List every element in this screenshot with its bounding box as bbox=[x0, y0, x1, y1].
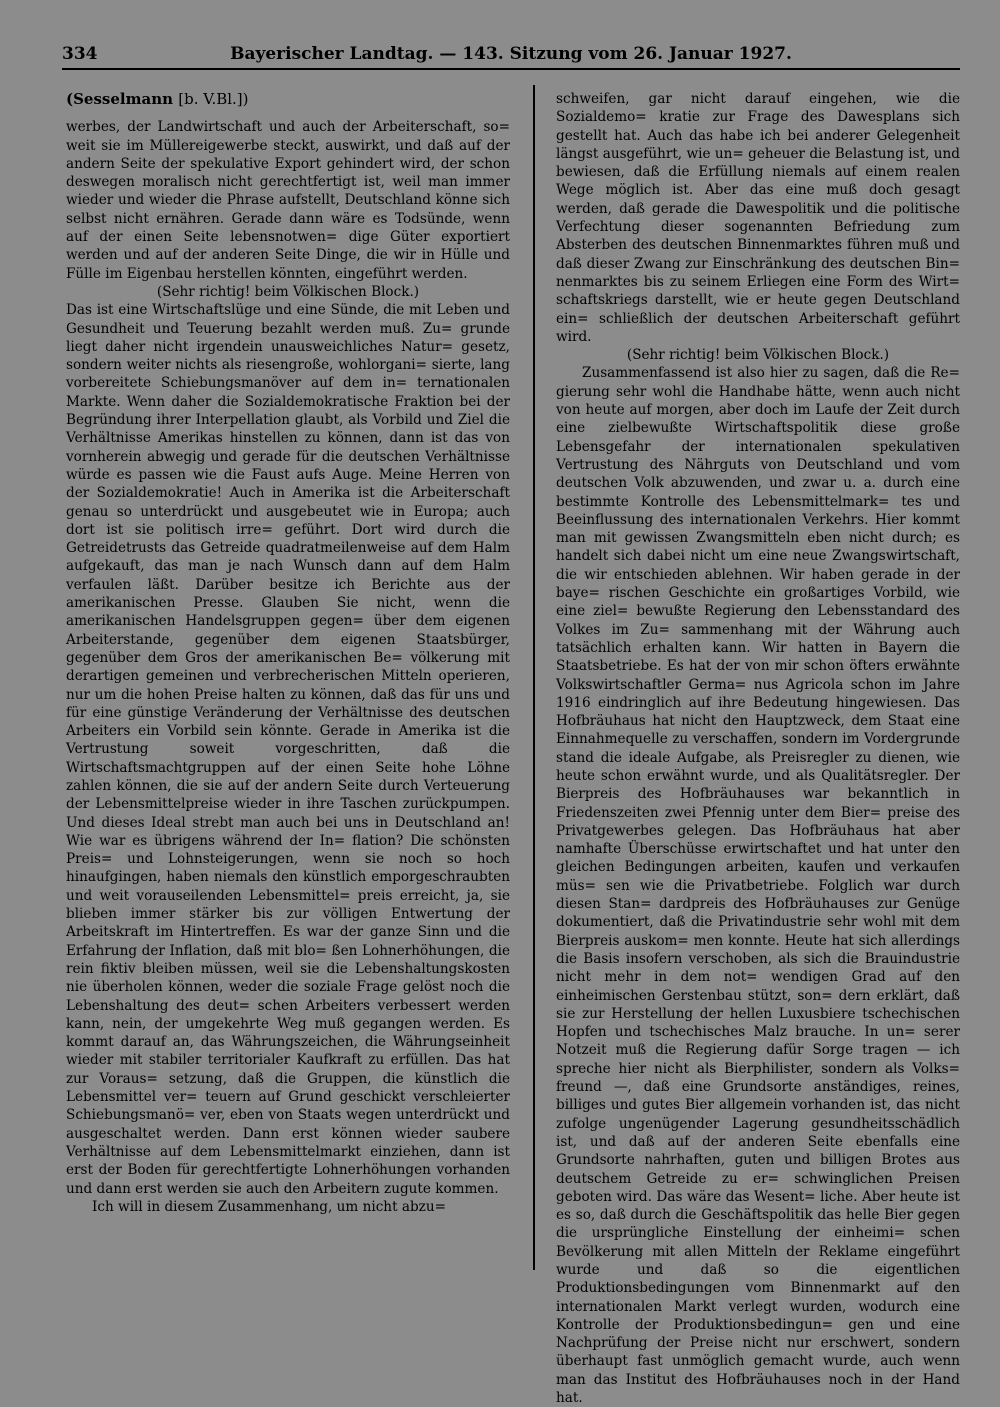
page-header bbox=[62, 42, 960, 70]
left-column bbox=[66, 90, 510, 1216]
column-divider bbox=[533, 85, 535, 1270]
paragraph: Ich will in diesem Zusammenhang, um nicht abzu= bbox=[92, 1198, 446, 1215]
interjection: (Sehr richtig! beim Völkischen Block.) bbox=[156, 283, 420, 300]
running-title: Bayerischer Landtag. — 143. Sitzung vom 26. Januar 1927. bbox=[230, 44, 792, 64]
right-column bbox=[556, 90, 960, 1407]
speaker-name: (Sesselmann bbox=[66, 90, 174, 108]
paragraph: werbes, der Landwirtschaft und auch der Arbeiterschaft, so= weit sie im Müllereigewerbe steckt, auswirkt, und daß auf der andern Seite der spekulative Export gehindert wird, der schon deswegen moralisch nicht gerechtfertigt ist, weil man immer wieder und wieder die Phrase aufstellt, Deutschland könne sich selbst nicht ernähren. Gerade dann wäre es Todsünde, wenn auf der einen Seite lebensnotwen= dige Güter exportiert werden und auf der anderen Seite Dinge, die wir in Hülle und Fülle im Eigenbau herstellen könnten, eingeführt werden. bbox=[66, 119, 510, 282]
paragraph: schweifen, gar nicht darauf eingehen, wie die Sozialdemo= kratie zur Frage des Dawesplans sich gestellt hat. Auch das habe ich bei anderer Gelegenheit längst ausgeführt, wie un= geheuer die Belastung ist, und bewiesen, daß die Erfüllung niemals auf einem realen Wege möglich ist. Aber das eine muß doch gesagt werden, daß gerade die Dawespolitik und die politische Verfechtung dieser sogenannten Befriedung zum Absterben des deutschen Binnenmarktes führen muß und daß dieser Zwang zur Einschränkung des deutschen Bin= nenmarktes bis zu seinem Erliegen eine Form des Wirt= schaftskriegs darstellt, wie er heute gegen Deutschland ein= schließlich der deutschen Arbeiterschaft geführt wird. bbox=[556, 91, 960, 345]
paragraph: Das ist eine Wirtschaftslüge und eine Sünde, die mit Leben und Gesundheit und Teuerung bezahlt werden muß. Zu= grunde liegt daher nicht irgendein unausweichliches Natur= gesetz, sondern weiter nichts als riesengroße, wohlorgani= sierte, lang vorbereitete Schiebungsmanöver auf dem in= ternationalen Markte. Wenn daher die Sozialdemokratische Fraktion bei der Begründung ihrer Interpellation glaubt, als Vorbild und Ziel die Verhältnisse Amerikas hinstellen zu können, dann ist das von vornherein abwegig und gerade für die deutschen Verhältnisse würde es passen wie die Faust aufs Auge. Meine Herren von der Sozialdemokratie! Auch in Amerika ist die Arbeiterschaft genau so unterdrückt und ausgebeutet wie in Europa; auch dort ist sie politisch irre= geführt. Dort wird durch die Getreidetrusts das Getreide quadratmeilenweise auf dem Halm aufgekauft, das man je nach Wunsch dann auf dem Halm verfaulen läßt. Darüber besitze ich Berichte aus der amerikanischen Presse. Glauben Sie nicht, wenn die amerikanischen Handelsgruppen gegen= über dem eigenen Arbeiterstande, gegenüber dem eigenen Staatsbürger, gegenüber dem Gros der amerikanischen Be= völkerung mit derartigen gemeinen und verbrecherischen Mitteln operieren, nur um die hohen Preise halten zu können, daß das für uns und für eine günstige Veränderung der Verhältnisse des deutschen Arbeiters ein Vorbild sein könnte. Gerade in Amerika ist die Vertrustung soweit vorgeschritten, daß die Wirtschaftsmachtgruppen auf der einen Seite hohe Löhne zahlen können, die sie auf der andern Seite durch Verteuerung der Lebensmittelpreise wieder in ihre Taschen zurückpumpen. Und dieses Ideal strebt man auch bei uns in Deutschland an! Wie war es übrigens während der In= flation? Die schönsten Preis= und Lohnsteigerungen, wenn sie noch so hoch hinaufgingen, haben niemals den künstlich emporgeschraubten und weit vorauseilenden Lebensmittel= preis erreicht, ja, sie blieben immer stärker bis zur völligen Entwertung der Arbeitskraft im Hintertreffen. Es war der ganze Sinn und die Erfahrung der Inflation, daß mit blo= ßen Lohnerhöhungen, die rein fiktiv bleiben müssen, weil sie die Lebenshaltungskosten nie überholen können, weder die soziale Frage gelöst noch die Lebenshaltung des deut= schen Arbeiters verbessert werden kann, nein, der umgekehrte Weg muß gegangen werden. Es kommt darauf an, das Währungszeichen, die Währungseinheit wieder mit stabiler territorialer Kaufkraft zu erfüllen. Das hat zur Voraus= setzung, daß die Gruppen, die künstlich die Lebensmittel ver= teuern auf Grund geschickt verschleierter Schiebungsmanö= ver, eben von Staats wegen unterdrückt und ausgeschaltet werden. Dann erst können wieder saubere Verhältnisse auf dem Lebensmittelmarkt einziehen, dann ist erst der Boden für gerechtfertigte Lohnerhöhungen vorhanden und dann erst werden sie auch den Arbeitern zugute kommen. bbox=[66, 302, 510, 1197]
speaker-party: [b. V.Bl.]) bbox=[178, 90, 249, 108]
paragraph: Zusammenfassend ist also hier zu sagen, daß die Re= gierung sehr wohl die Handhabe hätte, wenn auch nicht von heute auf morgen, aber doch im Laufe der Zeit durch eine zielbewußte Wirtschaftspolitik diese große Lebensgefahr der internationalen spekulativen Vertrustung des Nährguts von Deutschland und vom deutschen Volk abzuwenden, und zwar u. a. durch eine bestimmte Kontrolle des Lebensmittelmark= tes und Beeinflussung des internationalen Verkehrs. Hier kommt man mit gewissen Zwangsmitteln eben nicht durch; es handelt sich dabei nicht um eine neue Zwangswirtschaft, die wir entschieden ablehnen. Wir haben gerade in der baye= rischen Geschichte ein großartiges Vorbild, wie eine ziel= bewußte Regierung den Lebensstandard des Volkes im Zu= sammenhang mit der Währung auch tatsächlich erhalten kann. Wir hatten in Bayern die Staatsbetriebe. Es hat der von mir schon öfters erwähnte Volkswirtschaftler Germa= nus Agricola schon im Jahre 1916 eindringlich auf ihre Bedeutung hingewiesen. Das Hofbräuhaus hat nicht den Hauptzweck, dem Staat eine Einnahmequelle zu verschaffen, sondern im Vordergrunde stand die ideale Aufgabe, als Preisregler zu dienen, wie heute schon erwähnt wurde, und als Qualitätsregler. Der Bierpreis des Hofbräuhauses war bekanntlich in Friedenszeiten zwei Pfennig unter dem Bier= preise des Privatgewerbes gelegen. Das Hofbräuhaus hat aber namhafte Überschüsse erwirtschaftet und hat unter den gleichen Bedingungen arbeiten, kaufen und verkaufen müs= sen wie die Privatbetriebe. Folglich war durch diesen Stan= dardpreis des Hofbräuhauses zur Genüge dokumentiert, daß die Privatindustrie sehr wohl mit dem Bierpreis auskom= men konnte. Heute hat sich allerdings die Basis insofern verschoben, als sich die Brauindustrie nicht mehr in dem not= wendigen Grad auf den einheimischen Gerstenbau stützt, son= dern erklärt, daß sie zur Herstellung der hellen Luxusbiere tschechischen Hopfen und tschechisches Malz brauche. In un= serer Notzeit muß die Regierung dafür Sorge tragen — ich spreche hier nicht als Bierphilister, sondern als Volks= freund —, daß eine Grundsorte anständiges, reines, billiges und gutes Bier allgemein vorhanden ist, das nicht zufolge ungenügender Lagerung gesundheitsschädlich ist, und daß auf der anderen Seite ebenfalls eine Grundsorte nahrhaften, guten und billigen Brotes aus deutschem Getreide zu er= schwinglichen Preisen geboten wird. Das wäre das Wesent= liche. Aber heute ist es so, daß durch die Geschäftspolitik das helle Bier gegen die ursprüngliche Einstellung der einheimi= schen Bevölkerung mit allen Mitteln der Reklame eingeführt wurde und daß so die eigentlichen Produktionsbedingungen vom Binnenmarkt auf den internationalen Markt verlegt wurden, wodurch eine Kontrolle der Produktionsbedingun= gen und eine Nachprüfung der Preise nicht nur erschwert, sondern überhaupt fast unmöglich gemacht wurde, auch wenn man das Institut des Hofbräuhauses noch in der Hand hat. bbox=[556, 365, 960, 1407]
page-number: 334 bbox=[62, 44, 98, 64]
speaker-heading bbox=[66, 90, 510, 108]
interjection: (Sehr richtig! beim Völkischen Block.) bbox=[626, 347, 890, 364]
